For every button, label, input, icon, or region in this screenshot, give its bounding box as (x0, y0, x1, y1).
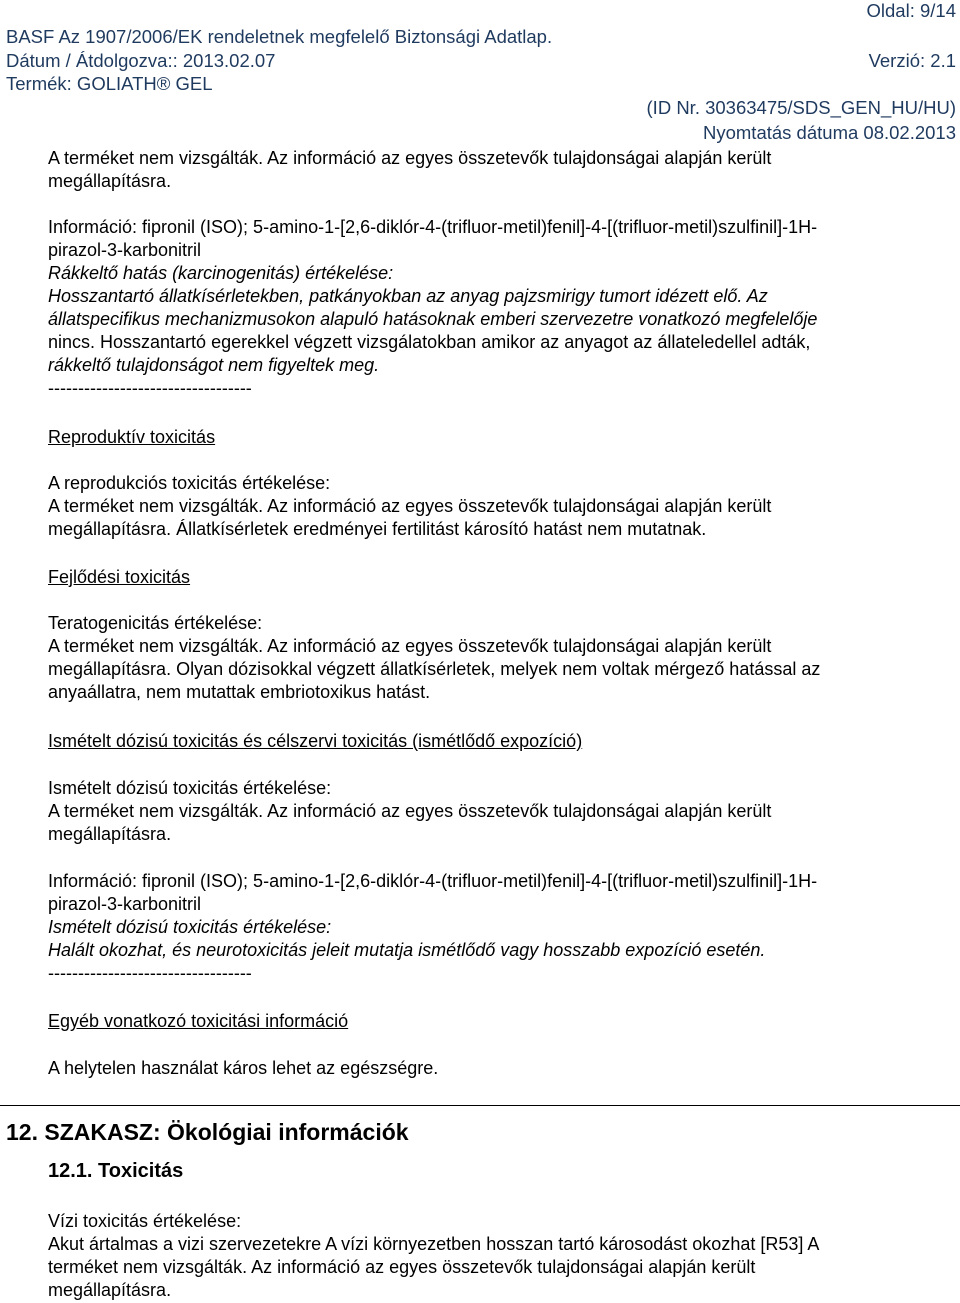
carcinogenicity-label: Rákkeltő hatás (karcinogenitás) értékelése: (48, 263, 394, 283)
separator: ---------------------------------- (48, 963, 252, 983)
reproductive-text-block (48, 472, 938, 541)
other-info-text: A helytelen használat káros lehet az egészségre. (48, 1058, 439, 1078)
section-12-title: 12. SZAKASZ: Ökológiai információk (6, 1119, 409, 1145)
aquatic-toxicity-text: terméket nem vizsgálták. Az információ az egyes összetevők tulajdonságai alapján került (48, 1257, 756, 1277)
carcinogenicity-text: nincs. Hosszantartó egerekkel végzett vizsgálatokban amikor az anyagot az állateledellel adták, (48, 332, 811, 352)
component-info: Információ: fipronil (ISO); 5-amino-1-[2,6-diklór-4-(trifluor-metil)fenil]-4-[(trifluor-metil)szulfinil]-1H- (48, 217, 818, 237)
component-info: Információ: fipronil (ISO); 5-amino-1-[2,6-diklór-4-(trifluor-metil)fenil]-4-[(trifluor-metil)szulfinil]-1H- (48, 871, 818, 891)
product-name (6, 73, 213, 95)
product-prefix: Termék: GOLIATH (6, 73, 157, 94)
developmental-text-block (48, 612, 938, 704)
repeated-dose-heading: Ismételt dózisú toxicitás és célszervi toxicitás (ismétlődő expozíció) (48, 731, 583, 751)
section-divider (0, 1105, 960, 1106)
repeated-dose-label: Ismételt dózisú toxicitás értékelése: (48, 778, 332, 798)
carcinogenicity-text: állatspecifikus mechanizmusokon alapuló hatásoknak emberi szervezetre vonatkozó megfelelője (48, 309, 818, 329)
page-number: Oldal: 9/14 (866, 0, 956, 21)
teratogenicity-text: A terméket nem vizsgálták. Az információ az egyes összetevők tulajdonságai alapján került (48, 636, 772, 656)
section-12-1-title: 12.1. Toxicitás (48, 1160, 184, 1182)
repeated-dose-label: Ismételt dózisú toxicitás értékelése: (48, 917, 332, 937)
reproductive-heading: Reproduktív toxicitás (48, 427, 216, 447)
intro-line: A terméket nem vizsgálták. Az információ az egyes összetevők tulajdonságai alapján került (48, 148, 772, 168)
aquatic-toxicity-label: Vízi toxicitás értékelése: (48, 1211, 242, 1231)
revision-date: Dátum / Átdolgozva:: 2013.02.07 (6, 50, 276, 71)
aquatic-toxicity-text: Akut ártalmas a vizi szervezetekre A vízi környezetben hosszan tartó károsodást okozhat [R53] A (48, 1234, 820, 1254)
repeated-dose-text-block (48, 777, 938, 846)
repeated-dose-text: megállapításra. (48, 824, 172, 844)
print-date: Nyomtatás dátuma 08.02.2013 (703, 122, 956, 143)
intro-line: megállapításra. (48, 171, 172, 191)
developmental-block (48, 566, 938, 589)
version: Verzió: 2.1 (868, 50, 956, 71)
teratogenicity-label: Teratogenicitás értékelése: (48, 613, 263, 633)
teratogenicity-text: megállapításra. Olyan dózisokkal végzett állatkísérletek, melyek nem voltak mérgező hatással az (48, 659, 821, 679)
intro-block (48, 147, 938, 193)
registered-mark: ® (156, 73, 171, 94)
other-info-heading: Egyéb vonatkozó toxicitási információ (48, 1011, 349, 1031)
aquatic-toxicity-block (48, 1210, 938, 1302)
component-info: pirazol-3-karbonitril (48, 240, 202, 260)
reproductive-text: A terméket nem vizsgálták. Az információ az egyes összetevők tulajdonságai alapján került (48, 496, 772, 516)
reproductive-label: A reprodukciós toxicitás értékelése: (48, 473, 331, 493)
repeated-dose-text: Halált okozhat, és neurotoxicitás jeleit mutatja ismétlődő vagy hosszabb expozíció esetén. (48, 940, 766, 960)
aquatic-toxicity-text: megállapításra. (48, 1280, 172, 1300)
carcinogenicity-text: rákkeltő tulajdonságot nem figyeltek meg. (48, 355, 380, 375)
developmental-heading: Fejlődési toxicitás (48, 567, 191, 587)
separator: ---------------------------------- (48, 378, 252, 398)
product-suffix: GEL (170, 73, 213, 94)
reproductive-text: megállapításra. Állatkísérletek eredményei fertilitást károsító hatást nem mutatnak. (48, 519, 707, 539)
carcinogenicity-text: Hosszantartó állatkísérletekben, patkányokban az anyag pajzsmirigy tumort idézett elő. Az (48, 286, 768, 306)
other-info-block (48, 1010, 938, 1033)
other-info-text-block (48, 1057, 938, 1080)
teratogenicity-text: anyaállatra, nem mutattak embriotoxikus hatást. (48, 682, 431, 702)
document-title: BASF Az 1907/2006/EK rendeletnek megfelelő Biztonsági Adatlap. (6, 26, 553, 47)
component-info: pirazol-3-karbonitril (48, 894, 202, 914)
carcinogenicity-block (48, 216, 938, 400)
repeated-dose-text: A terméket nem vizsgálták. Az információ az egyes összetevők tulajdonságai alapján került (48, 801, 772, 821)
document-id: (ID Nr. 30363475/SDS_GEN_HU/HU) (646, 97, 956, 118)
repeated-dose-block (48, 730, 938, 753)
repeated-dose-component-block (48, 870, 938, 985)
reproductive-block (48, 426, 938, 449)
